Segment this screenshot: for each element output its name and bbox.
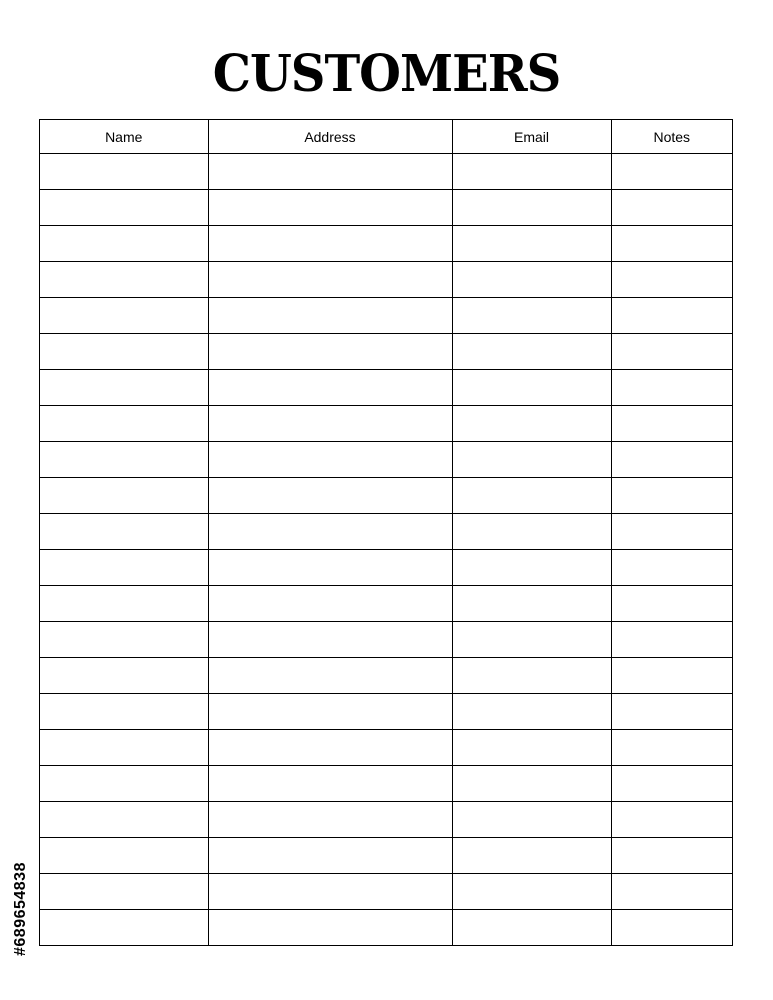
table-cell-address[interactable] [208, 154, 452, 190]
table-row [40, 766, 732, 802]
table-cell-address[interactable] [208, 838, 452, 874]
table-cell-address[interactable] [208, 874, 452, 910]
table-cell-email[interactable] [452, 190, 611, 226]
table-row [40, 586, 732, 622]
table-row [40, 262, 732, 298]
table-cell-notes[interactable] [611, 730, 732, 766]
table-row [40, 622, 732, 658]
table-cell-email[interactable] [452, 802, 611, 838]
table-cell-address[interactable] [208, 766, 452, 802]
table-cell-address[interactable] [208, 658, 452, 694]
table-cell-notes[interactable] [611, 838, 732, 874]
table-cell-email[interactable] [452, 226, 611, 262]
table-cell-name[interactable] [40, 586, 208, 622]
table-row [40, 442, 732, 478]
table-cell-address[interactable] [208, 262, 452, 298]
table-row [40, 226, 732, 262]
table-cell-address[interactable] [208, 802, 452, 838]
table-cell-notes[interactable] [611, 802, 732, 838]
table-cell-email[interactable] [452, 334, 611, 370]
table-cell-email[interactable] [452, 694, 611, 730]
table-row [40, 514, 732, 550]
table-row [40, 910, 732, 946]
table-cell-name[interactable] [40, 658, 208, 694]
table-cell-notes[interactable] [611, 514, 732, 550]
table-cell-name[interactable] [40, 910, 208, 946]
table-cell-address[interactable] [208, 694, 452, 730]
table-cell-address[interactable] [208, 910, 452, 946]
table-row [40, 802, 732, 838]
table-cell-address[interactable] [208, 298, 452, 334]
table-cell-notes[interactable] [611, 406, 732, 442]
table-cell-address[interactable] [208, 406, 452, 442]
table-cell-email[interactable] [452, 874, 611, 910]
table-cell-name[interactable] [40, 838, 208, 874]
table-cell-notes[interactable] [611, 694, 732, 730]
table-header-row [40, 120, 732, 154]
table-cell-name[interactable] [40, 154, 208, 190]
table-cell-email[interactable] [452, 370, 611, 406]
table-cell-name[interactable] [40, 622, 208, 658]
table-cell-email[interactable] [452, 262, 611, 298]
table-cell-notes[interactable] [611, 766, 732, 802]
column-header-address: Address [208, 120, 452, 154]
table-cell-notes[interactable] [611, 190, 732, 226]
table-cell-notes[interactable] [611, 478, 732, 514]
table-cell-email[interactable] [452, 838, 611, 874]
table-cell-name[interactable] [40, 334, 208, 370]
stock-id-label: #689654838 [12, 862, 29, 956]
table-cell-name[interactable] [40, 550, 208, 586]
table-cell-notes[interactable] [611, 298, 732, 334]
table-cell-address[interactable] [208, 586, 452, 622]
table-row [40, 370, 732, 406]
page-title: CUSTOMERS [212, 44, 561, 104]
table-cell-notes[interactable] [611, 442, 732, 478]
table-cell-email[interactable] [452, 586, 611, 622]
table-cell-address[interactable] [208, 622, 452, 658]
table-cell-notes[interactable] [611, 586, 732, 622]
table-row [40, 190, 732, 226]
table-cell-name[interactable] [40, 190, 208, 226]
table-row [40, 838, 732, 874]
table-row [40, 154, 732, 190]
table-cell-name[interactable] [40, 874, 208, 910]
table-cell-name[interactable] [40, 406, 208, 442]
table-cell-notes[interactable] [611, 550, 732, 586]
table-row [40, 334, 732, 370]
column-header-email: Email [452, 120, 611, 154]
table-cell-address[interactable] [208, 550, 452, 586]
table-cell-email[interactable] [452, 550, 611, 586]
table-cell-address[interactable] [208, 478, 452, 514]
table-cell-name[interactable] [40, 226, 208, 262]
table-cell-email[interactable] [452, 658, 611, 694]
table-cell-name[interactable] [40, 370, 208, 406]
table-row [40, 298, 732, 334]
table-cell-email[interactable] [452, 478, 611, 514]
table-cell-name[interactable] [40, 478, 208, 514]
table-cell-email[interactable] [452, 298, 611, 334]
customers-table [39, 119, 733, 946]
table-cell-email[interactable] [452, 622, 611, 658]
table-row [40, 406, 732, 442]
table-cell-notes[interactable] [611, 370, 732, 406]
table-body [40, 154, 732, 946]
table-row [40, 550, 732, 586]
table-cell-address[interactable] [208, 334, 452, 370]
table-cell-address[interactable] [208, 226, 452, 262]
table-cell-name[interactable] [40, 262, 208, 298]
table-cell-name[interactable] [40, 802, 208, 838]
table-cell-name[interactable] [40, 730, 208, 766]
table-row [40, 694, 732, 730]
table-cell-name[interactable] [40, 766, 208, 802]
table-cell-email[interactable] [452, 442, 611, 478]
table-cell-notes[interactable] [611, 262, 732, 298]
table-cell-email[interactable] [452, 154, 611, 190]
table-cell-email[interactable] [452, 514, 611, 550]
table-cell-address[interactable] [208, 730, 452, 766]
table-row [40, 874, 732, 910]
table-cell-address[interactable] [208, 514, 452, 550]
table-row [40, 730, 732, 766]
table-cell-address[interactable] [208, 190, 452, 226]
table-cell-email[interactable] [452, 766, 611, 802]
table-cell-name[interactable] [40, 514, 208, 550]
table-cell-name[interactable] [40, 694, 208, 730]
table-row [40, 658, 732, 694]
table-cell-notes[interactable] [611, 874, 732, 910]
table-cell-address[interactable] [208, 370, 452, 406]
table-cell-notes[interactable] [611, 226, 732, 262]
table-cell-name[interactable] [40, 442, 208, 478]
table-cell-email[interactable] [452, 730, 611, 766]
table-cell-address[interactable] [208, 442, 452, 478]
table-cell-email[interactable] [452, 406, 611, 442]
table-cell-notes[interactable] [611, 658, 732, 694]
table-row [40, 478, 732, 514]
table-cell-notes[interactable] [611, 334, 732, 370]
column-header-name: Name [40, 120, 208, 154]
table-cell-notes[interactable] [611, 910, 732, 946]
table-cell-notes[interactable] [611, 622, 732, 658]
table-cell-name[interactable] [40, 298, 208, 334]
table-cell-notes[interactable] [611, 154, 732, 190]
table-cell-email[interactable] [452, 910, 611, 946]
column-header-notes: Notes [611, 120, 732, 154]
